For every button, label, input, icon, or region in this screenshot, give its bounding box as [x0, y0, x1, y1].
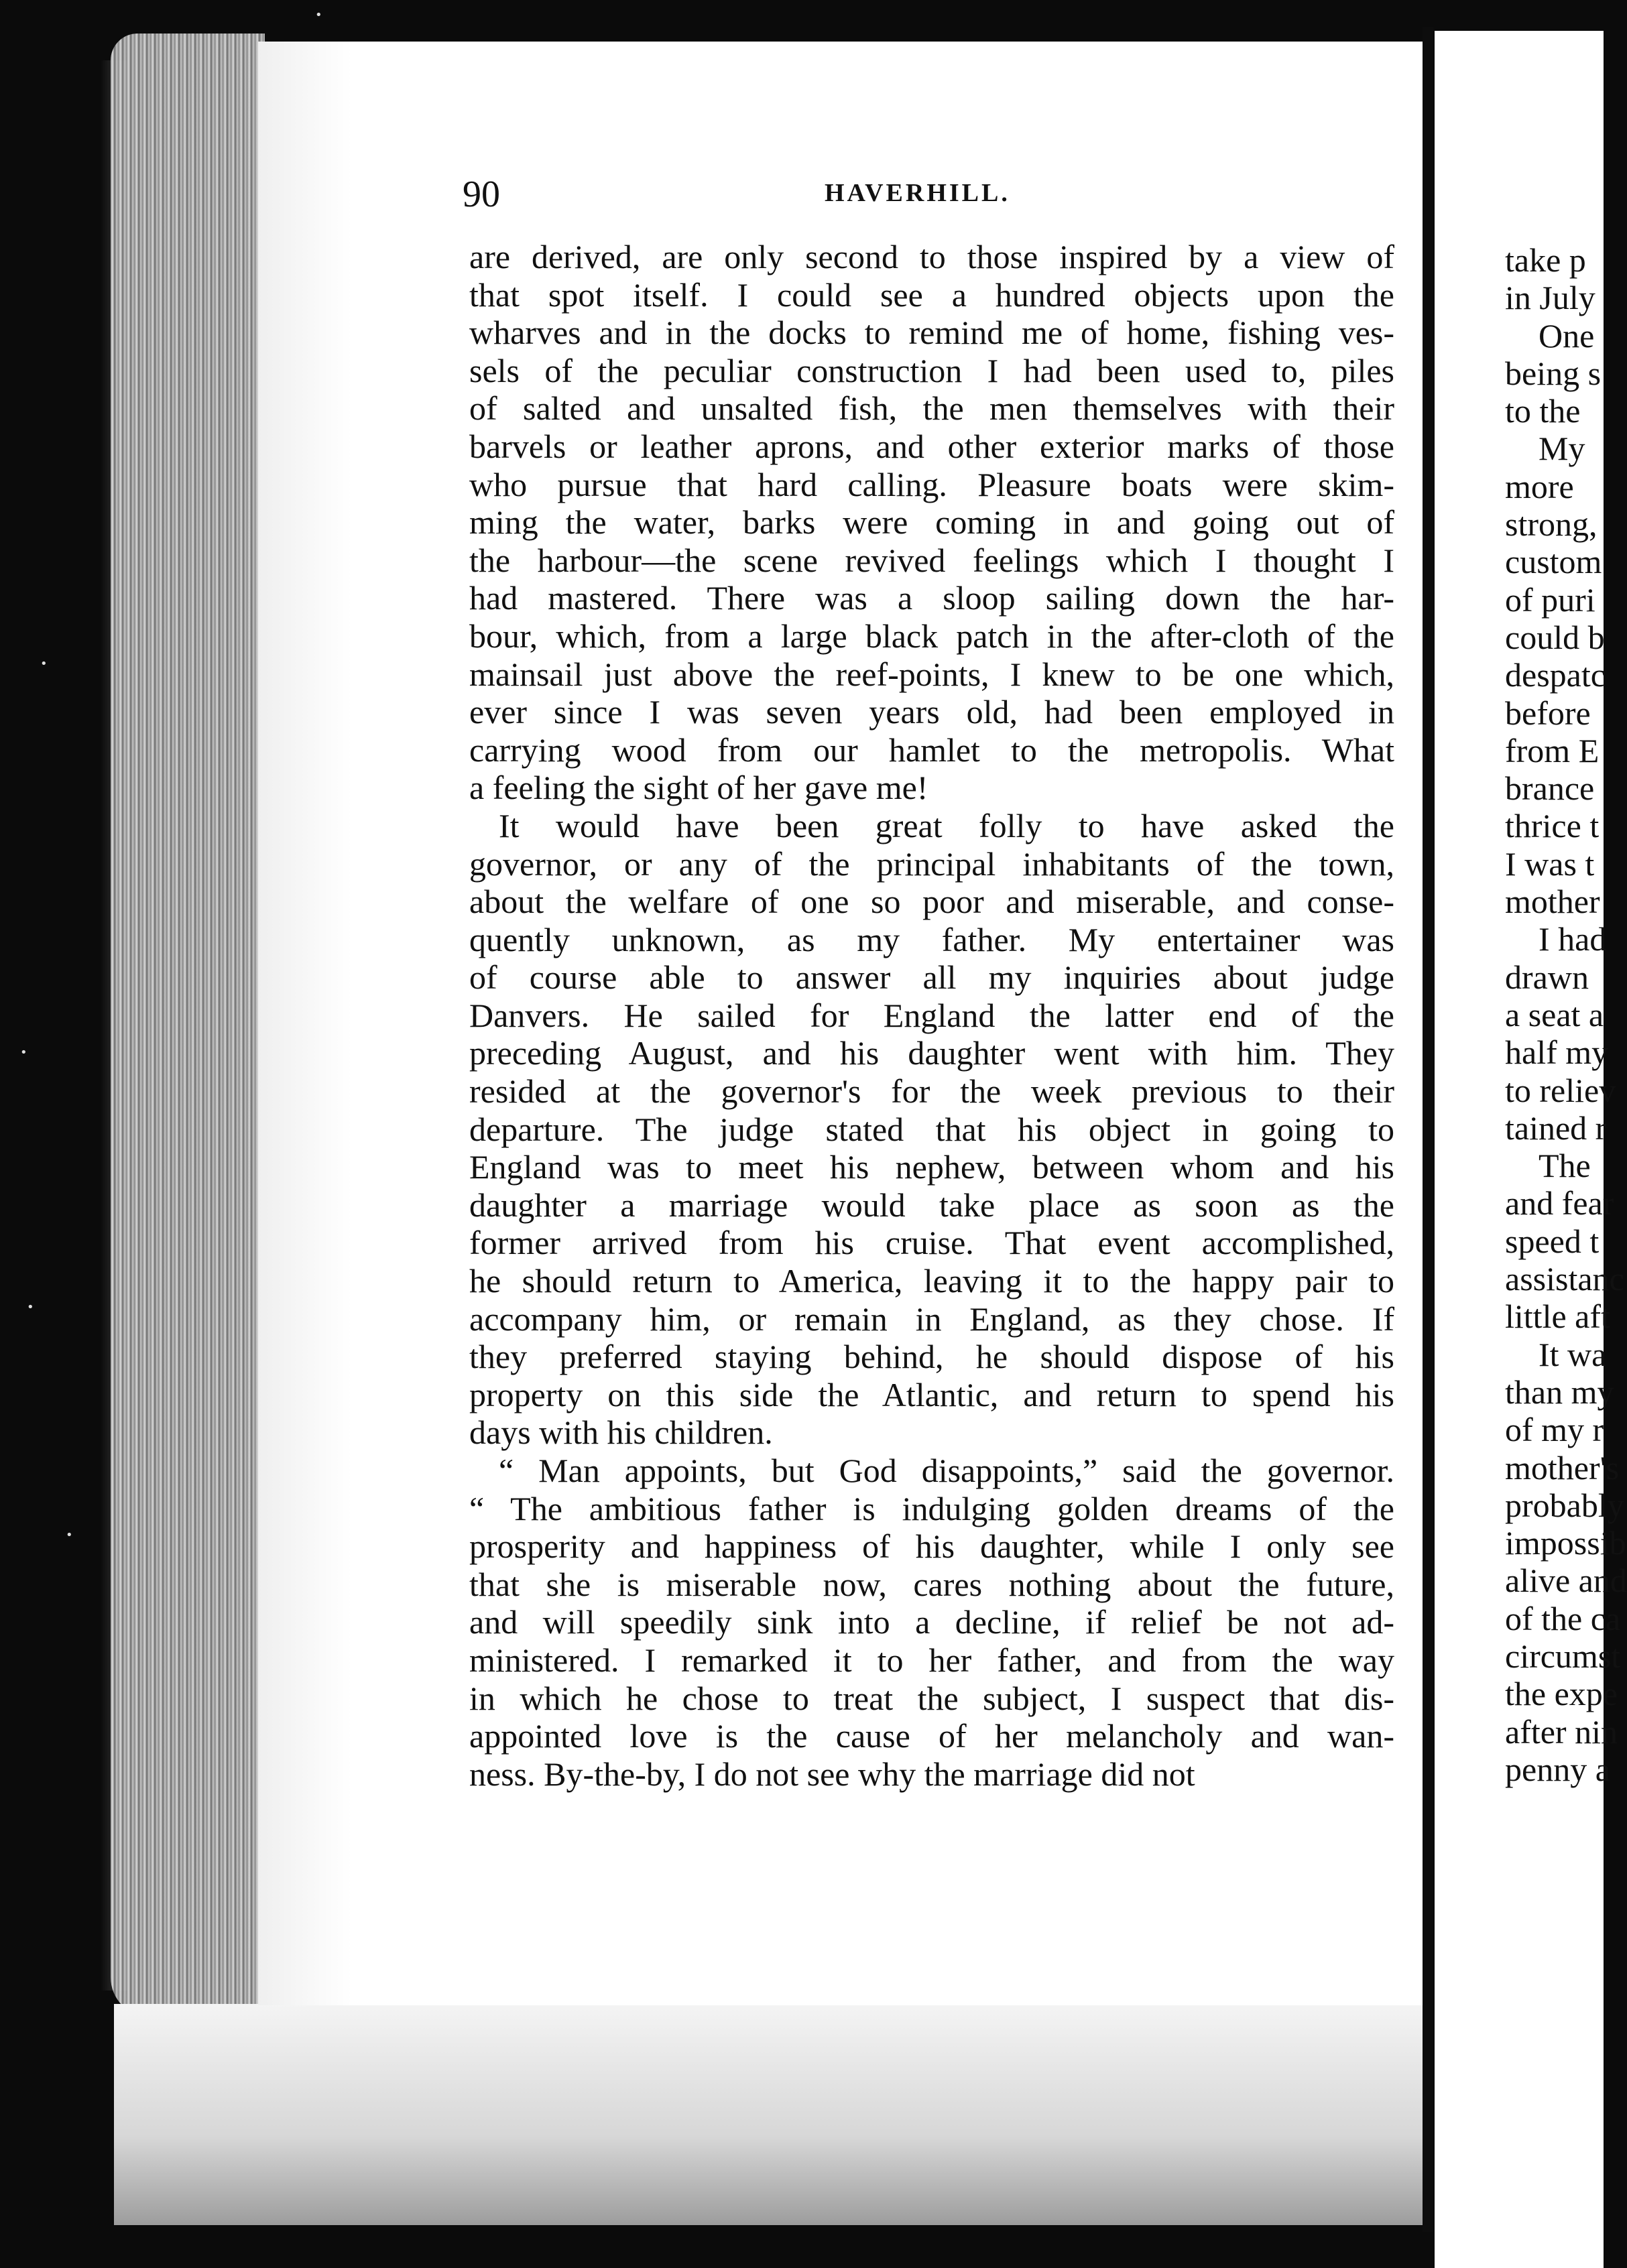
- scan-speck: •: [27, 1300, 34, 1314]
- paragraph: [469, 1452, 1394, 1793]
- text-line: Danvers. He sailed for England the latter end of the: [469, 996, 1394, 1034]
- text-line: he should return to America, leaving it to the happy pair to: [469, 1262, 1394, 1300]
- facing-text-line: It wa: [1539, 1335, 1607, 1373]
- facing-text-line: drawn: [1505, 958, 1589, 996]
- text-line: ministered. I remarked it to her father, and from the way: [469, 1641, 1394, 1679]
- scan-speck: •: [66, 1528, 73, 1542]
- text-line: resided at the governor's for the week previous to their: [469, 1072, 1394, 1111]
- text-line: that she is miserable now, cares nothing about the future,: [469, 1565, 1394, 1603]
- text-line: property on this side the Atlantic, and return to spend his: [469, 1375, 1394, 1413]
- facing-text-line: assistanc: [1505, 1260, 1624, 1298]
- facing-text-line: take p: [1505, 241, 1586, 279]
- facing-text-line: to the: [1505, 392, 1581, 430]
- text-line: carrying wood from our hamlet to the metropolis. What: [469, 731, 1394, 769]
- text-line: barvels or leather aprons, and other exterior marks of those: [469, 427, 1394, 465]
- text-line: It would have been great folly to have asked the: [499, 806, 1394, 844]
- paragraph: [469, 238, 1394, 807]
- facing-text-line: of my r: [1505, 1411, 1604, 1449]
- facing-text-line: My: [1539, 430, 1585, 468]
- facing-text-line: tained r: [1505, 1109, 1607, 1147]
- text-line: former arrived from his cruise. That event accomplished,: [469, 1224, 1394, 1262]
- facing-text-line: and fear: [1505, 1184, 1614, 1222]
- facing-text-line: I had: [1539, 920, 1607, 958]
- facing-text-line: of puri: [1505, 580, 1595, 619]
- text-line: who pursue that hard calling. Pleasure boats were skim-: [469, 465, 1394, 503]
- facing-text-line: before: [1505, 694, 1591, 732]
- page-block-edges: [111, 34, 265, 2017]
- text-line: ming the water, barks were coming in and going out of: [469, 503, 1394, 542]
- text-line: quently unknown, as my father. My entertainer was: [469, 920, 1394, 958]
- facing-text-line: little aft: [1505, 1298, 1610, 1336]
- text-line: the harbour—the scene revived feelings which I thought I: [469, 541, 1394, 579]
- text-line: ness. By-the-by, I do not see why the marriage did not: [469, 1755, 1195, 1793]
- text-line: prosperity and happiness of his daughter, while I only see: [469, 1527, 1394, 1566]
- facing-page-text: [1505, 241, 1627, 1788]
- text-line: preceding August, and his daughter went with him. They: [469, 1034, 1394, 1072]
- text-line: daughter a marriage would take place as soon as the: [469, 1186, 1394, 1224]
- text-line: and will speedily sink into a decline, if relief be not ad-: [469, 1603, 1394, 1641]
- facing-text-line: a seat a: [1505, 995, 1604, 1033]
- text-line: departure. The judge stated that his object in going to: [469, 1110, 1394, 1148]
- facing-text-line: to reliev: [1505, 1071, 1616, 1109]
- facing-text-line: more: [1505, 467, 1574, 505]
- text-line: appointed love is the cause of her melancholy and wan-: [469, 1717, 1394, 1755]
- facing-text-line: brance: [1505, 769, 1595, 808]
- text-line: days with his children.: [469, 1413, 773, 1452]
- text-line: that spot itself. I could see a hundred objects upon the: [469, 275, 1394, 314]
- text-line: in which he chose to treat the subject, I suspect that dis-: [469, 1679, 1394, 1717]
- facing-text-line: alive and: [1505, 1562, 1627, 1600]
- facing-text-line: mother's: [1505, 1448, 1620, 1487]
- facing-text-line: penny a: [1505, 1750, 1610, 1788]
- facing-text-line: impossib: [1505, 1524, 1626, 1562]
- facing-text-line: circumst: [1505, 1637, 1621, 1675]
- facing-text-line: thrice t: [1505, 807, 1600, 845]
- facing-text-line: of the ca: [1505, 1599, 1621, 1637]
- facing-text-line: being s: [1505, 354, 1602, 392]
- text-line: about the welfare of one so poor and miserable, and conse-: [469, 883, 1394, 921]
- text-line: ever since I was seven years old, had been employed in: [469, 693, 1394, 731]
- text-line: of course able to answer all my inquiries about judge: [469, 958, 1394, 997]
- facing-text-line: One: [1539, 316, 1595, 355]
- facing-text-line: I was t: [1505, 844, 1595, 883]
- facing-text-line: mother: [1505, 883, 1600, 921]
- paragraph: [469, 807, 1394, 1452]
- facing-text-line: in July: [1505, 279, 1595, 317]
- text-line: wharves and in the docks to remind me of home, fishing ves-: [469, 314, 1394, 352]
- facing-text-line: than my: [1505, 1373, 1614, 1411]
- text-line: they preferred staying behind, he should dispose of his: [469, 1338, 1394, 1376]
- running-title: HAVERHILL.: [825, 179, 1010, 207]
- text-line: bour, which, from a large black patch in the after-cloth of the: [469, 617, 1394, 655]
- text-line: “ Man appoints, but God disappoints,” said the governor.: [499, 1452, 1394, 1489]
- facing-text-line: from E: [1505, 731, 1600, 769]
- facing-text-line: the expe: [1505, 1675, 1618, 1713]
- facing-text-line: despatc: [1505, 656, 1606, 694]
- page-gutter: [1423, 27, 1433, 2232]
- running-head: [463, 173, 1388, 213]
- text-line: are derived, are only second to those inspired by a view of: [469, 238, 1394, 275]
- facing-text-line: custom: [1505, 543, 1602, 581]
- main-text-block: [469, 238, 1394, 1793]
- text-line: England was to meet his nephew, between whom and his: [469, 1148, 1394, 1186]
- facing-text-line: after nin: [1505, 1712, 1618, 1751]
- page-bottom-edges: [114, 2004, 1428, 2225]
- scan-speck: •: [20, 1046, 27, 1060]
- facing-text-line: The: [1539, 1147, 1591, 1185]
- page-number: 90: [463, 174, 500, 215]
- text-line: governor, or any of the principal inhabitants of the town,: [469, 844, 1394, 883]
- facing-text-line: speed t: [1505, 1222, 1600, 1260]
- text-line: a feeling the sight of her gave me!: [469, 769, 928, 807]
- text-line: mainsail just above the reef-points, I knew to be one which,: [469, 655, 1394, 693]
- text-line: “ The ambitious father is indulging golden dreams of the: [469, 1489, 1394, 1527]
- facing-text-line: could b: [1505, 618, 1605, 656]
- text-line: of salted and unsalted fish, the men themselves with their: [469, 389, 1394, 428]
- facing-text-line: half my: [1505, 1033, 1609, 1072]
- facing-text-line: probably: [1505, 1486, 1624, 1524]
- scan-speck: •: [315, 8, 322, 22]
- scan-speck: •: [40, 657, 48, 671]
- facing-text-line: strong,: [1505, 505, 1598, 544]
- text-line: had mastered. There was a sloop sailing down the har-: [469, 579, 1394, 617]
- text-line: sels of the peculiar construction I had been used to, piles: [469, 351, 1394, 389]
- text-line: accompany him, or remain in England, as they chose. If: [469, 1300, 1394, 1338]
